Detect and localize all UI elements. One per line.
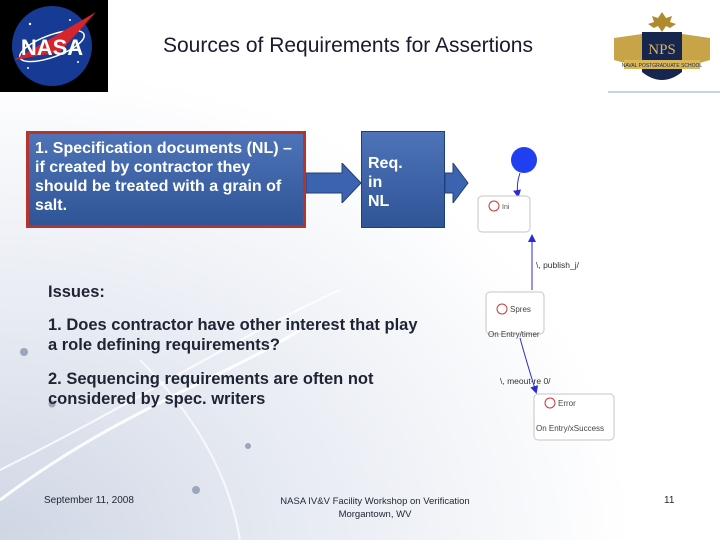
svg-text:\, meout-re 0/: \, meout-re 0/ [500, 376, 551, 386]
specification-text: 1. Specification documents (NL) – if created by contractor they should be treated with a grain of salt. [35, 140, 292, 214]
arrow-right-icon [306, 163, 362, 203]
issue-item-1: 1. Does contractor have other interest that play a role defining requirements? [48, 316, 418, 354]
footer-event [268, 495, 482, 521]
nps-logo [606, 8, 718, 90]
state-ini [478, 196, 530, 232]
initial-state-icon [511, 147, 537, 173]
footer-event-line-2: Morgantown, WV [338, 509, 412, 520]
requirements-box [361, 131, 445, 228]
issues-heading: Issues: [48, 283, 105, 301]
svg-text:Ini: Ini [502, 204, 510, 211]
issue-item-2: 2. Sequencing requirements are often not considered by spec. writers [48, 370, 374, 408]
svg-text:NPS: NPS [648, 42, 676, 58]
nasa-logo [0, 0, 108, 92]
page-number: 11 [664, 495, 675, 506]
svg-text:Error: Error [558, 399, 576, 408]
svg-text:NASA: NASA [20, 35, 84, 60]
svg-text:NAVAL POSTGRADUATE SCHOOL: NAVAL POSTGRADUATE SCHOOL [621, 63, 703, 69]
svg-text:On Entry/timer: On Entry/timer [488, 330, 540, 339]
page-title: Sources of Requirements for Assertions [162, 34, 533, 57]
requirements-line-3: NL [368, 193, 390, 210]
specification-box [26, 131, 306, 228]
footer-date: September 11, 2008 [44, 495, 134, 506]
requirements-line-1: Req. [368, 155, 403, 172]
header-divider [608, 91, 720, 93]
footer-event-line-1: NASA IV&V Facility Workshop on Verification [280, 496, 470, 507]
arrow-right-icon [445, 163, 469, 203]
statechart-diagram [470, 140, 630, 450]
svg-text:Spres: Spres [510, 305, 531, 314]
requirements-line-2: in [368, 174, 383, 191]
svg-text:\, publish_j/: \, publish_j/ [536, 260, 579, 270]
svg-text:On Entry/xSuccess: On Entry/xSuccess [536, 424, 605, 433]
